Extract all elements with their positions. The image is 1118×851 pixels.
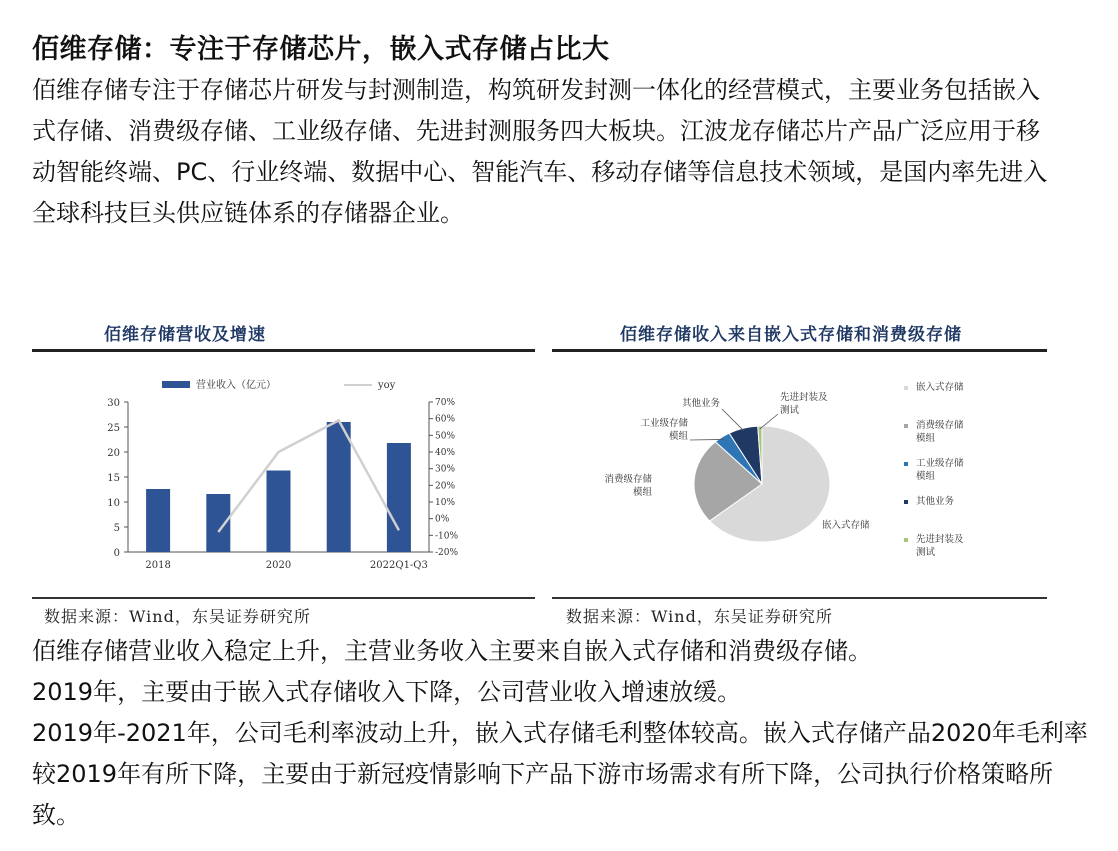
- revenue-mix-pie-chart: [552, 360, 1047, 590]
- pie-legend-label: 消费级存储: [916, 420, 964, 431]
- pie-slice-label: 工业级存储: [640, 418, 688, 429]
- conclusion-line-3: 2019年-2021年，公司毛利率波动上升，嵌入式存储毛利整体较高。嵌入式存储产品2020年毛利率较2019年有所下降，主要由于新冠疫情影响下产品下游市场需求有所下降，公司执行价格策略所致。: [32, 719, 1088, 829]
- y-right-tick-label: 30%: [435, 464, 456, 475]
- right-chart-source: 数据来源：Wind，东吴证券研究所: [566, 607, 833, 626]
- legend-label-revenue: 营业收入（亿元）: [196, 380, 276, 391]
- revenue-bar: [206, 494, 230, 552]
- pie-legend-label: 模组: [916, 433, 936, 444]
- left-chart-title: 佰维存储营收及增速: [104, 325, 266, 345]
- pie-legend-swatch: [904, 462, 908, 466]
- pie-slice-label: 消费级存储: [604, 474, 652, 485]
- x-tick-label: 2022Q1-Q3: [369, 560, 428, 571]
- pie-legend-label: 其他业务: [916, 496, 955, 507]
- y-left-tick-label: 25: [107, 423, 120, 434]
- y-left-tick-label: 30: [107, 398, 120, 409]
- pie-slice-label: 模组: [668, 431, 688, 442]
- pie-legend-label: 工业级存储: [916, 458, 964, 469]
- right-chart-bottom-rule: [552, 597, 1047, 599]
- pie-legend-swatch: [904, 538, 908, 542]
- y-right-tick-label: 20%: [435, 481, 456, 492]
- y-right-tick-label: -10%: [435, 531, 459, 542]
- left-chart-source: 数据来源：Wind，东吴证券研究所: [44, 607, 311, 626]
- pie-slice-label: 先进封装及: [780, 392, 828, 403]
- pie-legend-swatch: [904, 500, 908, 504]
- pie-legend-label: 模组: [916, 471, 936, 482]
- y-right-tick-label: 60%: [435, 414, 456, 425]
- conclusion-line-2: 2019年，主要由于嵌入式存储收入下降，公司营业收入增速放缓。: [32, 678, 742, 706]
- y-right-tick-label: 50%: [435, 431, 456, 442]
- pie-slice-label: 模组: [632, 487, 652, 498]
- revenue-bar: [387, 443, 411, 552]
- pie-slice-label: 其他业务: [681, 398, 720, 409]
- y-left-tick-label: 20: [107, 448, 120, 459]
- y-right-tick-label: 10%: [435, 498, 456, 508]
- section-heading: 佰维存储：专注于存储芯片，嵌入式存储占比大: [32, 34, 610, 65]
- y-left-tick-label: 10: [107, 498, 120, 509]
- pie-legend-label: 测试: [916, 547, 936, 558]
- revenue-bar: [327, 422, 351, 552]
- pie-slice-label: 测试: [780, 405, 800, 416]
- pie-legend: [904, 381, 964, 558]
- conclusion-line-1: 佰维存储营业收入稳定上升，主营业务收入主要来自嵌入式存储和消费级存储。: [32, 637, 872, 665]
- y-right-tick-label: 70%: [435, 398, 456, 408]
- y-right-tick-label: 0%: [435, 514, 450, 525]
- x-tick-label: 2020: [265, 560, 292, 571]
- y-left-tick-label: 5: [113, 523, 120, 534]
- pie-legend-label: 先进封装及: [916, 534, 964, 545]
- right-chart-top-rule: [552, 349, 1047, 352]
- intro-paragraph: 佰维存储专注于存储芯片研发与封测制造，构筑研发封测一体化的经营模式，主要业务包括嵌入式存储、消费级存储、工业级存储、先进封测服务四大板块。江波龙存储芯片产品广泛应用于移动智能终端、PC、行业终端、数据中心、智能汽车、移动存储等信息技术领域，是国内率先进入全球科技巨头供应链体系的存储器企业。: [32, 76, 1048, 227]
- pie-legend-swatch: [904, 424, 908, 428]
- legend-label-yoy: yoy: [378, 380, 396, 391]
- y-right-tick-label: -20%: [435, 548, 459, 558]
- bar-chart-legend: [162, 378, 396, 391]
- x-tick-label: 2018: [145, 560, 171, 571]
- y-right-tick-label: 40%: [435, 448, 456, 458]
- conclusion-block: [32, 631, 1092, 836]
- pie-legend-swatch: [904, 386, 908, 390]
- left-chart-bottom-rule: [32, 597, 535, 599]
- y-left-tick-label: 15: [107, 473, 120, 484]
- pie-slice-label: 嵌入式存储: [822, 520, 870, 531]
- revenue-chart: [32, 360, 535, 590]
- revenue-bar: [146, 489, 170, 552]
- bar-chart-yoy-line: [218, 420, 399, 532]
- yoy-line: [218, 420, 399, 532]
- y-left-tick-label: 0: [113, 548, 120, 559]
- revenue-bar: [267, 471, 291, 553]
- pie-leader-line: [722, 409, 744, 431]
- bar-chart-bars: [146, 422, 411, 552]
- legend-swatch-revenue: [162, 381, 190, 388]
- pie-legend-label: 嵌入式存储: [916, 382, 964, 393]
- pie-slices: [694, 426, 830, 542]
- right-chart-title: 佰维存储收入来自嵌入式存储和消费级存储: [620, 325, 962, 345]
- left-chart-top-rule: [32, 349, 535, 352]
